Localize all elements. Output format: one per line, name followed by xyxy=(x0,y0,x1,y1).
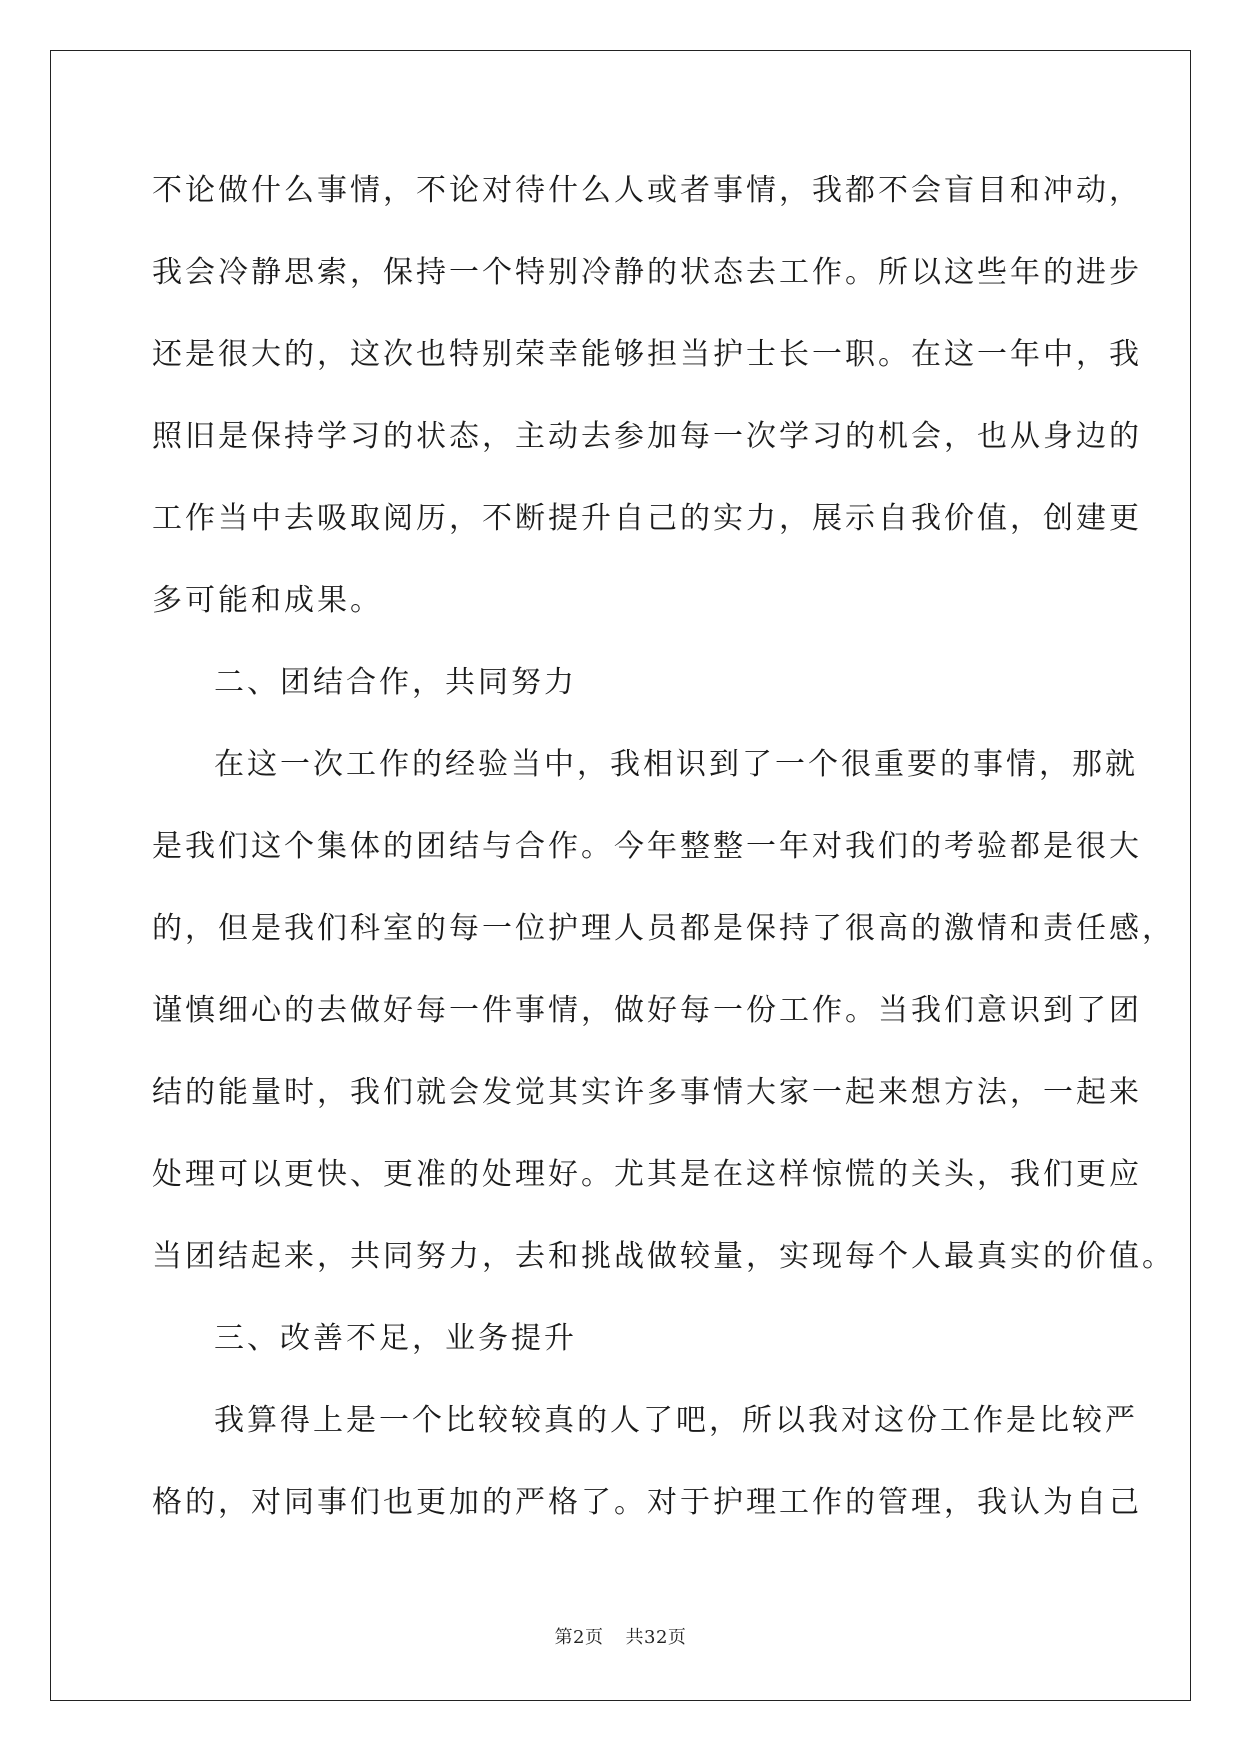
document-body xyxy=(152,160,1175,1554)
text-line: 三、改善不足，业务提升 xyxy=(214,1321,577,1356)
text-line: 照旧是保持学习的状态，主动去参加每一次学习的机会，也从身边的 xyxy=(152,419,1142,454)
text-line: 多可能和成果。 xyxy=(152,583,383,618)
text-line: 还是很大的，这次也特别荣幸能够担当护士长一职。在这一年中，我 xyxy=(152,337,1142,372)
text-line: 工作当中去吸取阅历，不断提升自己的实力，展示自我价值，创建更 xyxy=(152,501,1142,536)
page-number: 第2页 xyxy=(554,1627,604,1648)
text-line: 格的，对同事们也更加的严格了。对于护理工作的管理，我认为自己 xyxy=(152,1485,1142,1520)
page-footer xyxy=(0,1623,1241,1649)
page-total: 共32页 xyxy=(625,1627,687,1648)
text-line: 处理可以更快、更准的处理好。尤其是在这样惊慌的关头，我们更应 xyxy=(152,1157,1142,1192)
text-line: 谨慎细心的去做好每一件事情，做好每一份工作。当我们意识到了团 xyxy=(152,993,1142,1028)
text-line: 我会冷静思索，保持一个特别冷静的状态去工作。所以这些年的进步 xyxy=(152,255,1142,290)
text-line: 是我们这个集体的团结与合作。今年整整一年对我们的考验都是很大 xyxy=(152,829,1142,864)
text-line: 的，但是我们科室的每一位护理人员都是保持了很高的激情和责任感， xyxy=(152,911,1175,946)
text-line: 当团结起来，共同努力，去和挑战做较量，实现每个人最真实的价值。 xyxy=(152,1239,1175,1274)
text-line: 在这一次工作的经验当中，我相识到了一个很重要的事情，那就 xyxy=(214,747,1138,782)
text-line: 不论做什么事情，不论对待什么人或者事情，我都不会盲目和冲动， xyxy=(152,173,1142,208)
text-line: 二、团结合作，共同努力 xyxy=(214,665,577,700)
text-line: 结的能量时，我们就会发觉其实许多事情大家一起来想方法，一起来 xyxy=(152,1075,1142,1110)
text-line: 我算得上是一个比较较真的人了吧，所以我对这份工作是比较严 xyxy=(214,1403,1138,1438)
